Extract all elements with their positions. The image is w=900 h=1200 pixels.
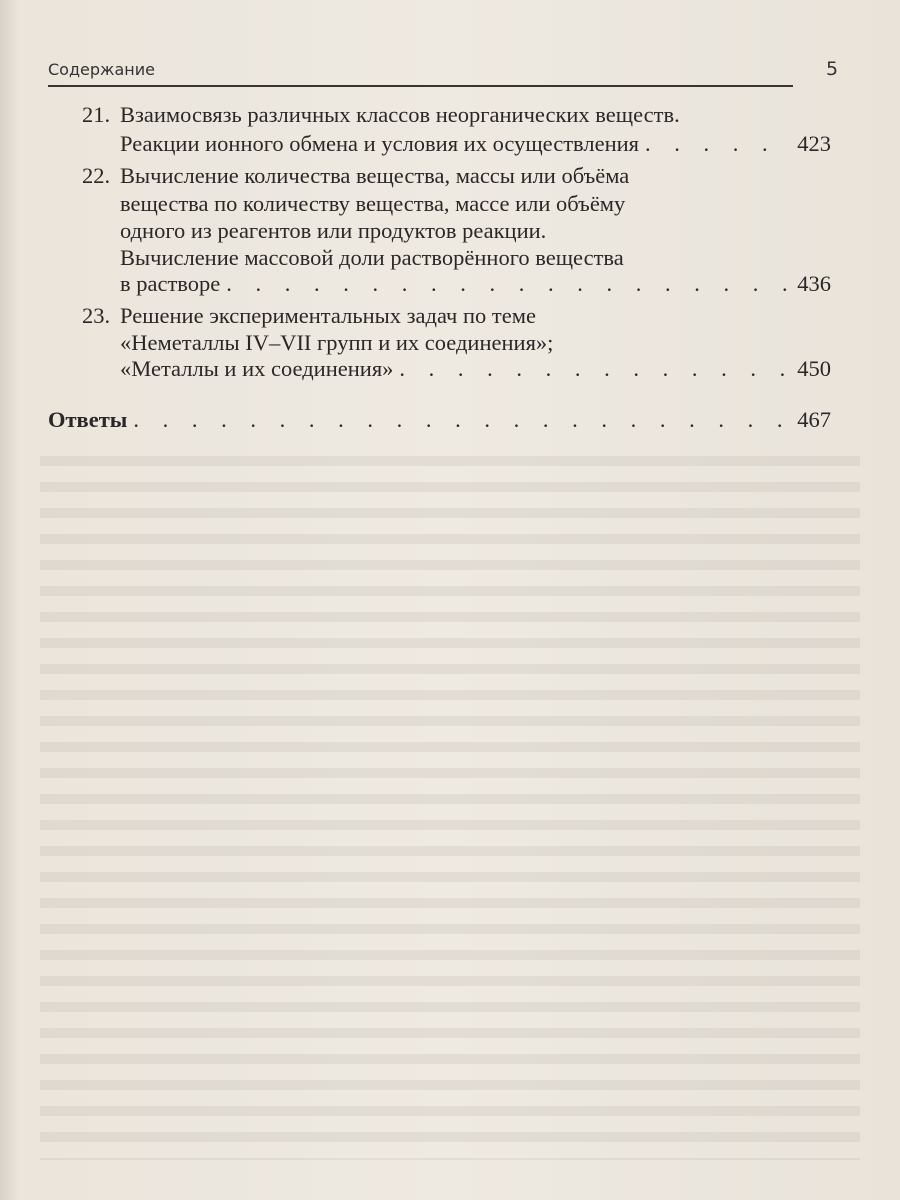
toc-line: Решение экспериментальных задач по теме [120,303,536,328]
dot-leader [133,406,791,434]
toc-leader-line [120,270,831,298]
toc-line: «Неметаллы IV–VII групп и их соединения»; [120,330,554,355]
toc-answers-label: Ответы [48,407,128,432]
toc-line: одного из реагентов или продуктов реакции. [120,218,547,243]
page-number: 5 [826,58,839,80]
dot-leader [226,270,791,298]
toc-page: 436 [797,271,831,296]
toc-leader-line [120,130,831,158]
toc-line: в растворе [120,271,221,296]
show-through-texture [40,440,860,1160]
toc-line: «Металлы и их соединения» [120,356,394,381]
toc-line: Реакции ионного обмена и условия их осуществления [120,131,640,156]
toc-page: 467 [797,407,831,432]
toc-number: 23. [82,303,111,328]
toc-page: 423 [797,131,831,156]
toc-line: Взаимосвязь различных классов неорганических веществ. [120,102,680,127]
running-header-title: Содержание [48,60,155,79]
toc-line: Вычисление массовой доли растворённого вещества [120,245,624,270]
toc-page: 450 [797,356,831,381]
toc-line: Вычисление количества вещества, массы или объёма [120,163,630,188]
toc-number: 21. [82,102,111,127]
dot-leader [399,355,791,383]
toc-entry-answers[interactable] [48,406,831,434]
header-rule [48,85,793,87]
dot-leader [645,130,791,158]
toc-line: вещества по количеству вещества, массе или объёму [120,191,626,216]
toc-leader-line [120,355,831,383]
toc-number: 22. [82,163,111,188]
